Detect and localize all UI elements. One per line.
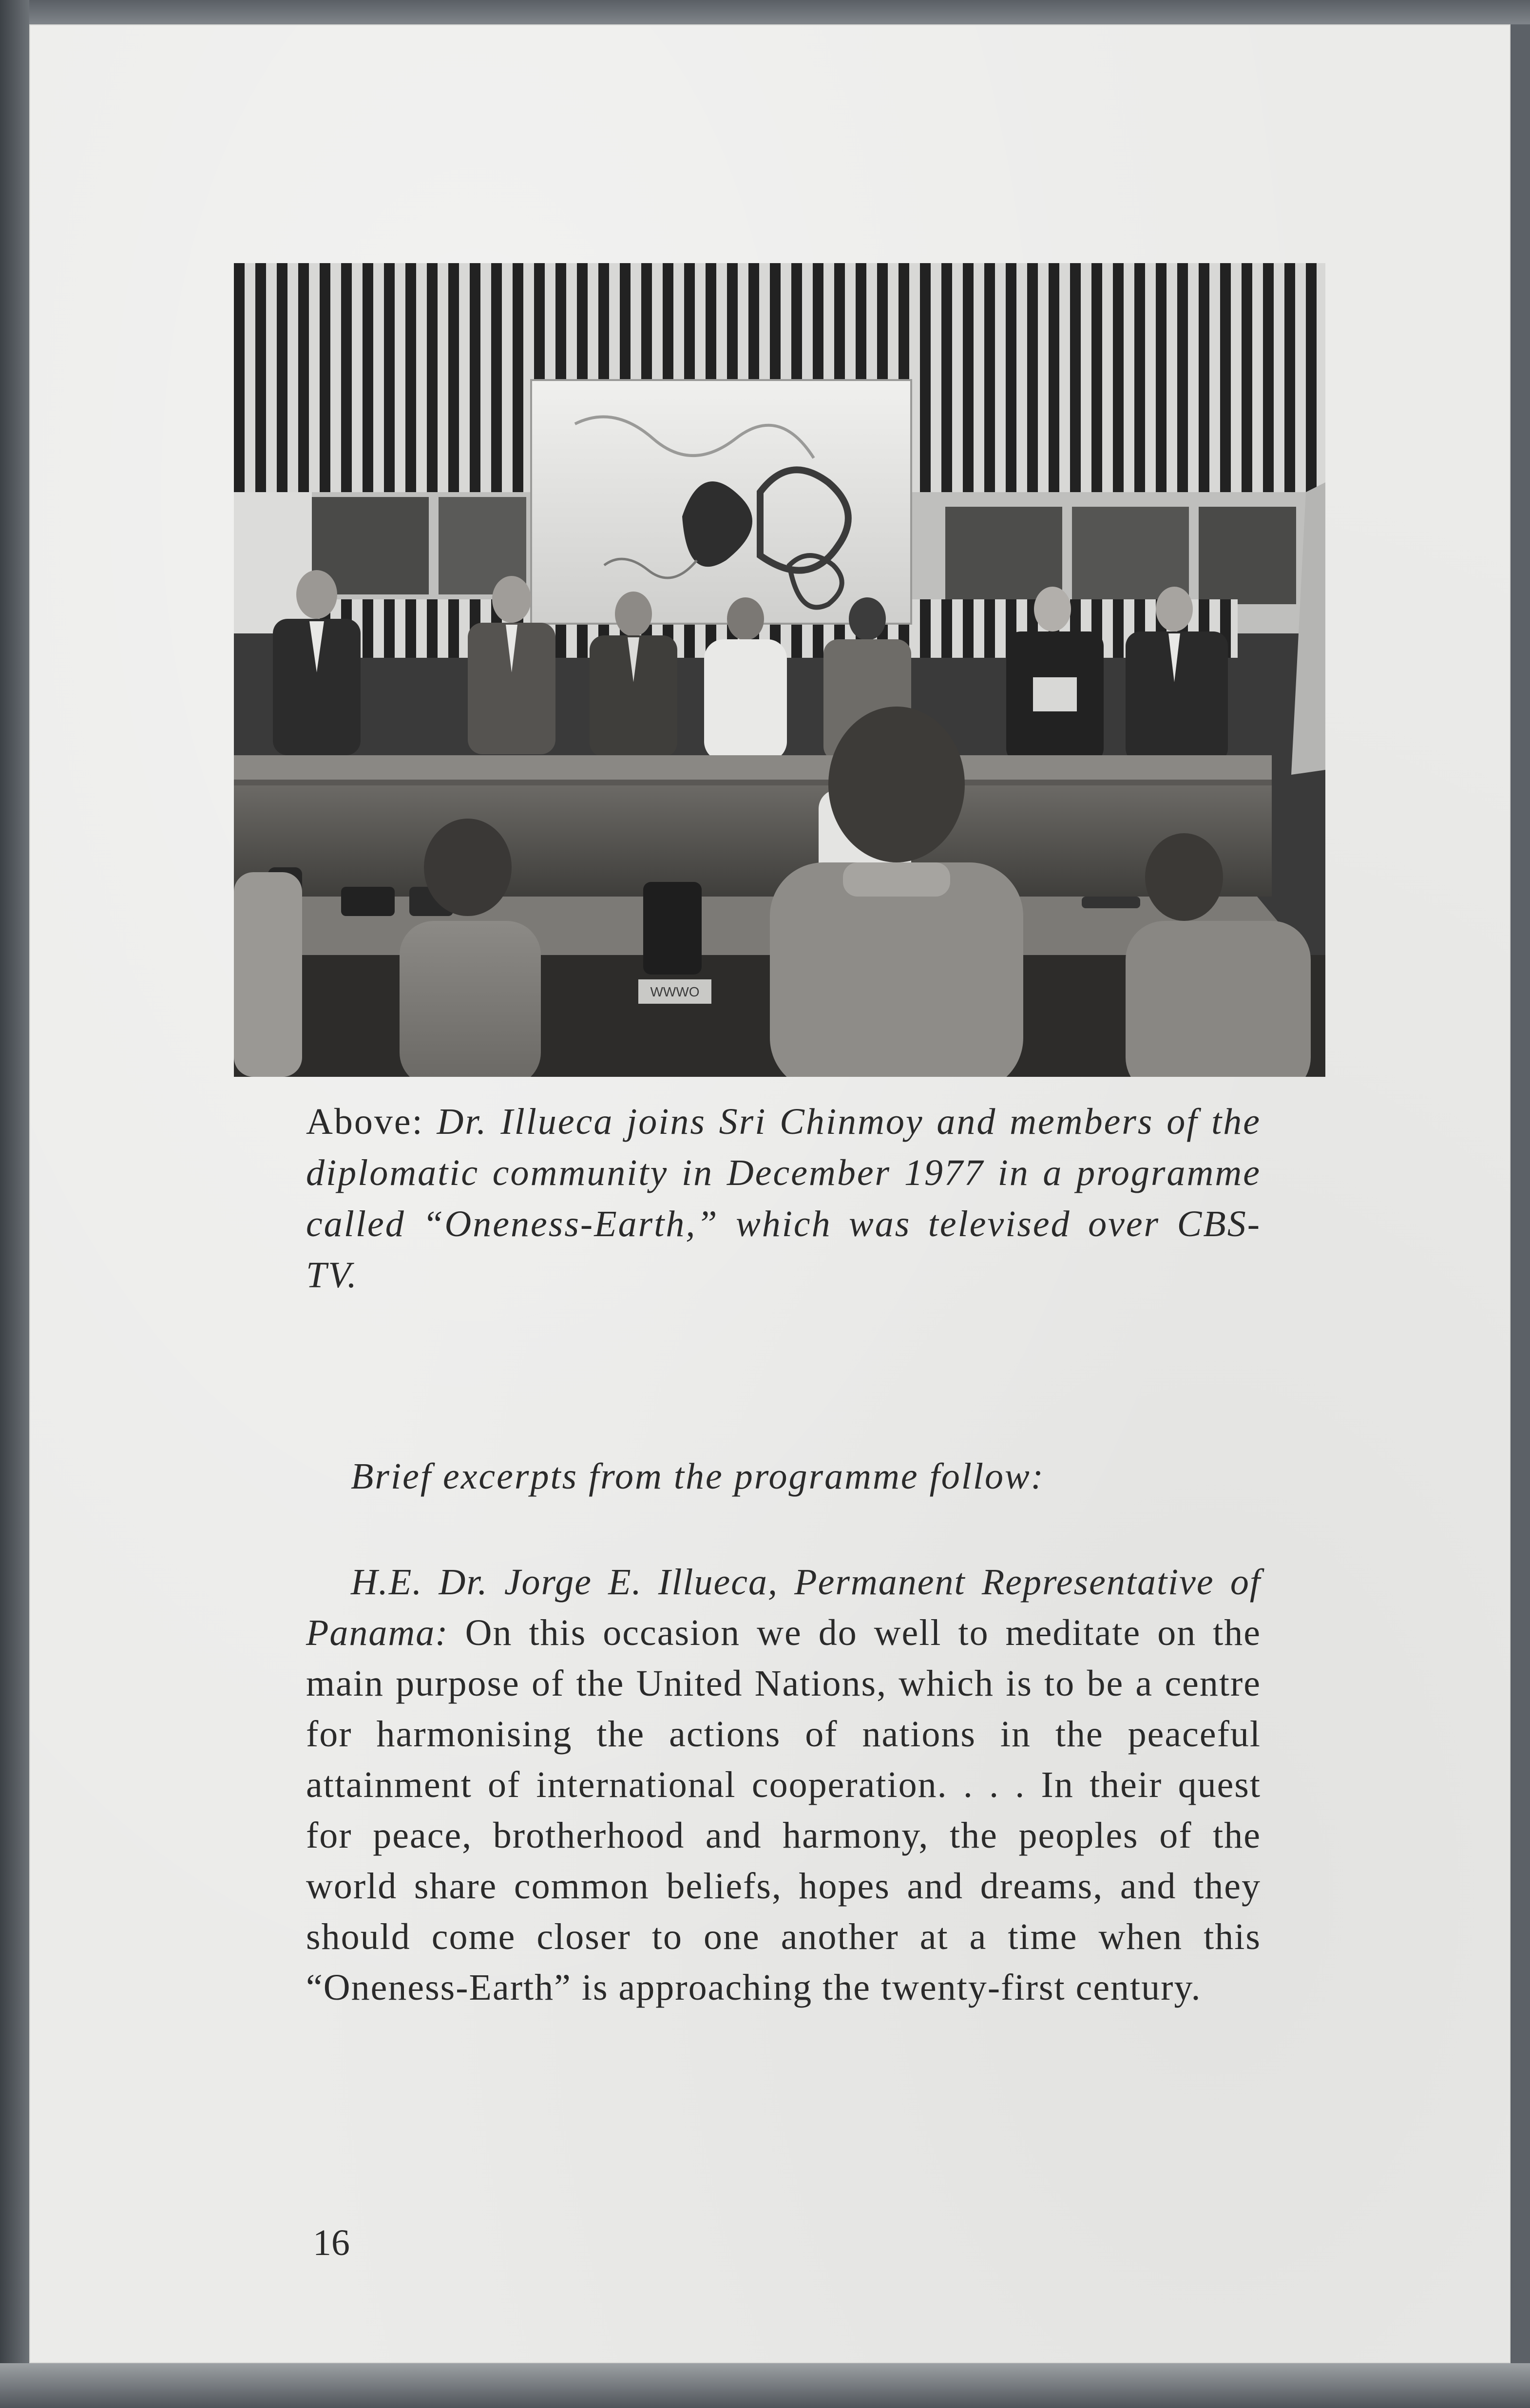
photo-illustration (234, 263, 1325, 1077)
event-photograph (234, 263, 1325, 1077)
photo-caption (306, 1096, 1261, 1301)
caption-lead: Above: (306, 1101, 424, 1142)
scan-bottom-shadow (0, 2363, 1530, 2408)
page-number: 16 (313, 2222, 350, 2263)
excerpts-intro: Brief excerpts from the programme follow: (351, 1456, 1045, 1497)
caption-text: Dr. Illueca joins Sri Chinmoy and members of the diplomatic community in December 1977 in a programme called “Oneness-Earth,” which was televised over CBS-TV. (306, 1101, 1262, 1296)
nameplate-text: WWWO (650, 984, 700, 999)
scan-left-shadow (0, 0, 29, 2408)
excerpt-text: On this occasion we do well to meditate on the main purpose of the United Nations, which is to be a centre for harmonising the actions of nations in the peaceful attainment of international cooperation. . . . In their quest for peace, brotherhood and harmony, the peoples of the world share common beliefs, hopes and dreams, and they should come closer to one another at a time when this “Oneness-Earth” is approaching the twenty-first century. (306, 1612, 1262, 2008)
scan-top-shadow (0, 0, 1530, 24)
excerpt-paragraph (306, 1557, 1261, 2013)
speaker-attribution: H.E. Dr. Jorge E. Illueca, Permanent Representative of Panama: (306, 1562, 1261, 1653)
dais-desk (234, 780, 1272, 897)
